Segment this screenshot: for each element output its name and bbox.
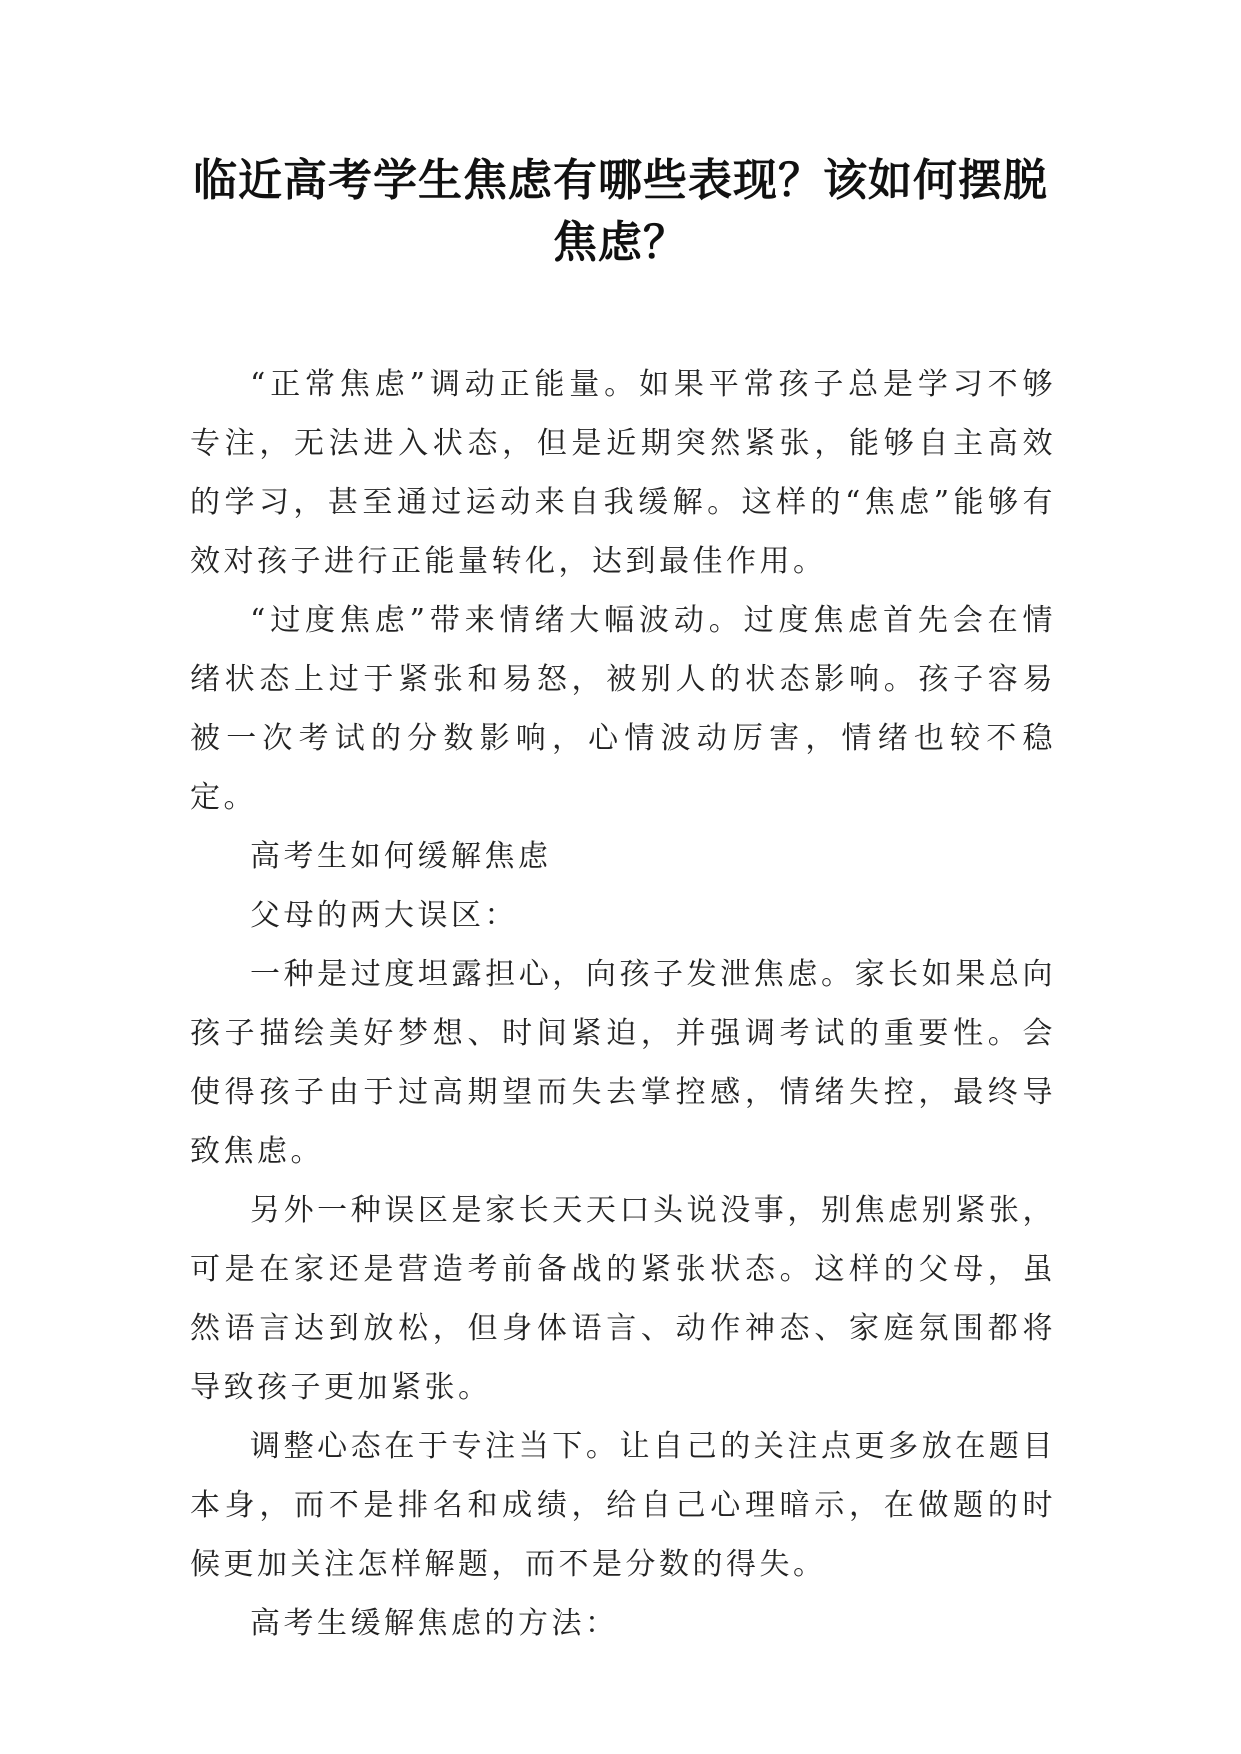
paragraph-mistake-one: 一种是过度坦露担心，向孩子发泄焦虑。家长如果总向孩子描绘美好梦想、时间紧迫，并强调考试的重要性。会使得孩子由于过高期望而失去掌控感，情绪失控，最终导致焦虑。: [190, 957, 1056, 1169]
paragraph-focus-present: 调整心态在于专注当下。让自己的关注点更多放在题目本身，而不是排名和成绩，给自己心理暗示，在做题的时候更加关注怎样解题，而不是分数的得失。: [190, 1429, 1056, 1582]
section-heading-parent-mistakes: 父母的两大误区：: [250, 898, 518, 933]
section-heading-methods: 高考生缓解焦虑的方法：: [250, 1606, 619, 1641]
document-body: [190, 355, 1056, 1653]
paragraph-excessive-anxiety: “过度焦虑”带来情绪大幅波动。过度焦虑首先会在情绪状态上过于紧张和易怒，被别人的状态影响。孩子容易被一次考试的分数影响，心情波动厉害，情绪也较不稳定。: [190, 603, 1056, 815]
document-title: 临近高考学生焦虑有哪些表现？该如何摆脱焦虑？: [193, 155, 1048, 268]
paragraph-mistake-two: 另外一种误区是家长天天口头说没事，别焦虑别紧张，可是在家还是营造考前备战的紧张状态。这样的父母，虽然语言达到放松，但身体语言、动作神态、家庭氛围都将导致孩子更加紧张。: [190, 1193, 1056, 1405]
section-heading-relief: 高考生如何缓解焦虑: [250, 839, 552, 874]
paragraph-normal-anxiety: “正常焦虑”调动正能量。如果平常孩子总是学习不够专注，无法进入状态，但是近期突然紧张，能够自主高效的学习，甚至通过运动来自我缓解。这样的“焦虑”能够有效对孩子进行正能量转化，达到最佳作用。: [190, 367, 1056, 579]
